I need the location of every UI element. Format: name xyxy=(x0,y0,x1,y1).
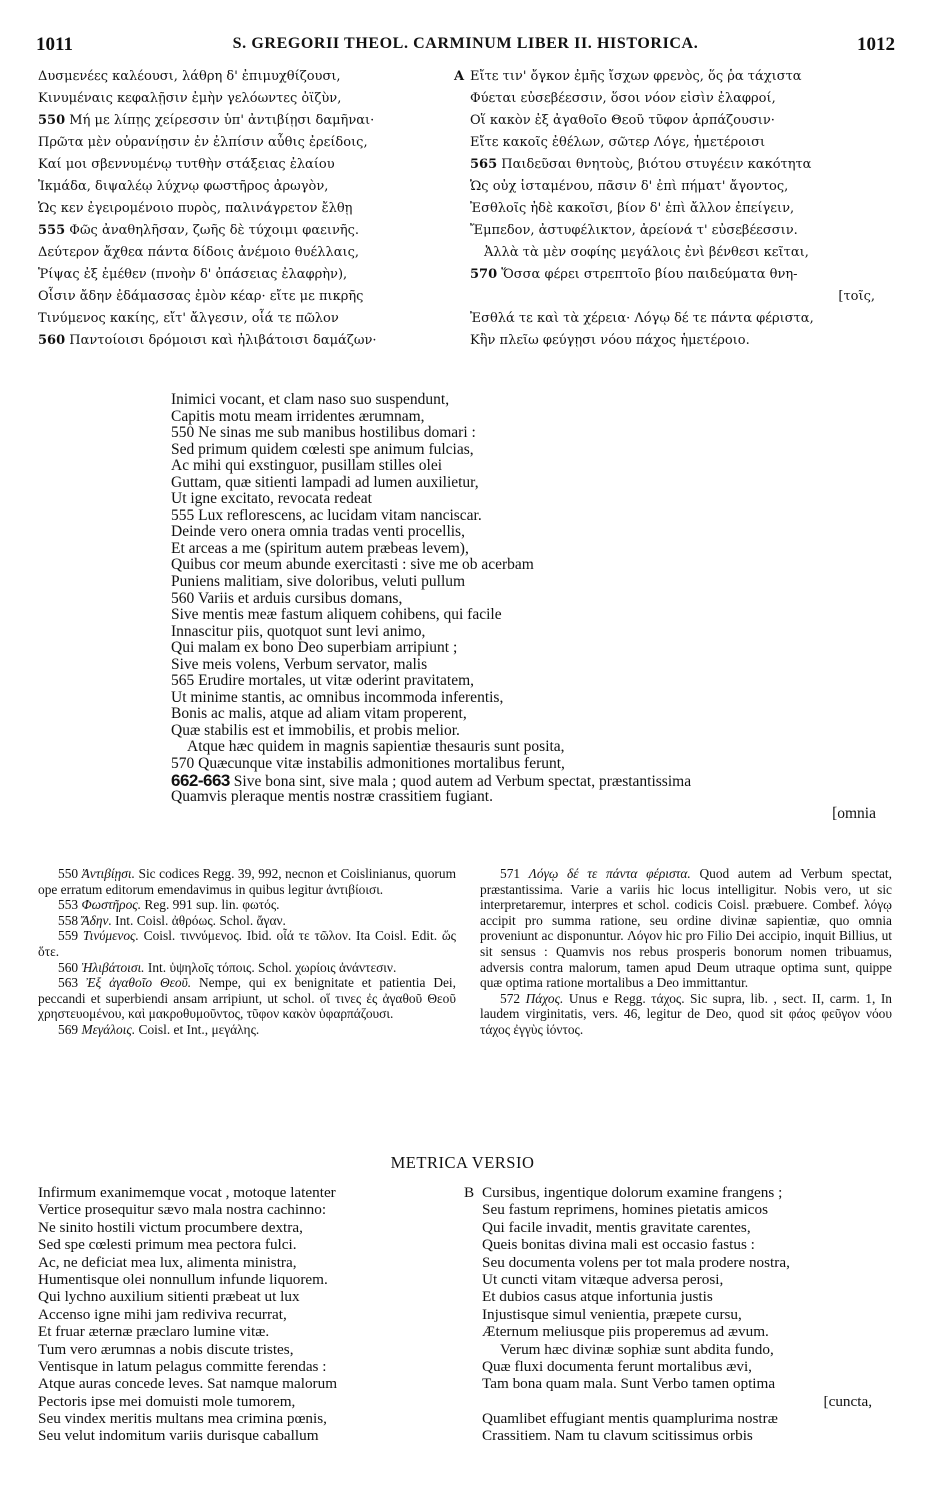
latin-line xyxy=(171,739,886,756)
metrical-version-left-column xyxy=(38,1184,448,1445)
verse-line: Pectoris ipse mei domuisti mole tumorem, xyxy=(38,1392,296,1410)
page-header xyxy=(36,34,895,58)
greek-line xyxy=(38,264,443,286)
verse-line xyxy=(482,1375,890,1392)
verse-line xyxy=(464,1184,890,1201)
margin-letter: B xyxy=(464,1184,475,1201)
greek-verse-text: Ὅσσα φέρει στρεπτοῖο βίου παιδεύματα θνη- xyxy=(501,267,798,282)
greek-verse-text: Δεύτερον ἄχθεα πάντα δίδοις ἀνέμοιο θυέλλαις, xyxy=(38,245,359,260)
latin-line xyxy=(171,723,886,740)
footnote xyxy=(480,991,892,1038)
latin-verse-text: Quæ stabilis est et immobilis, et probis melior. xyxy=(171,721,460,739)
latin-line xyxy=(171,706,886,723)
verse-text: Quamlibet effugiant mentis quamplurima nostræ xyxy=(482,1410,778,1428)
footnote-ref: 558 xyxy=(58,912,79,928)
footnote-ref: 559 xyxy=(58,928,79,944)
greek-verse-text: Παντοίοισι δρόμοισι καὶ ἠλιβάτοισι δαμάζων· xyxy=(69,333,377,348)
latin-verse-text: Quæcunque vitæ instabilis admonitiones mortalibus ferunt, xyxy=(198,755,565,773)
latin-line xyxy=(171,806,886,823)
latin-line xyxy=(171,557,886,574)
greek-verse-text: Ῥίψας ἐξ ἐμέθεν (πνοὴν δ' ὀπάσειας ἐλαφρὴν), xyxy=(38,267,348,282)
greek-line xyxy=(470,154,895,176)
verse-line: Qui lychno auxilium sitienti præbeat ut lux xyxy=(38,1288,300,1306)
greek-verse-text: Ὡς κεν ἐγειρομένοιο πυρὸς, παλινάγρετον ἔλθῃ xyxy=(38,201,353,216)
greek-line xyxy=(470,176,895,198)
footnote-text: Unus e Regg. τάχος. Sic supra, lib. , sect. II, carm. 1, In laudem virginitatis, vers. 46, legitur de Deo, quod sit φάος φεῦγον νόου τάχος ἐγγὺς ἰόντος. xyxy=(480,990,892,1037)
verse-text: Injustisque simul venientia, præpete cursu, xyxy=(482,1305,742,1323)
latin-verse-text: Puniens malitiam, sive doloribus, veluti pullum xyxy=(171,573,466,591)
verse-line: Sed spe cœlesti primum mea pectora fulci. xyxy=(38,1236,297,1254)
footnote-text: Int. Coisl. ἀθρόως. Schol. ἄγαν. xyxy=(115,912,286,928)
latin-line xyxy=(171,409,886,426)
footnote xyxy=(38,913,456,929)
footnote-lemma: Λόγῳ δέ τε πάντα φέριστα. xyxy=(528,866,691,881)
greek-verse-text: Ἐσθλοῖς ἠδὲ κακοῖσι, βίον δ' ἐπὶ ἄλλον ἐπείγειν, xyxy=(470,201,795,216)
footnote-lemma: Φωστῆρος. xyxy=(81,897,142,913)
line-number: 565 xyxy=(171,672,195,690)
latin-verse-text: Capitis motu meam irridentes ærumnam, xyxy=(171,407,425,425)
footnote xyxy=(480,866,892,991)
greek-verse-text: Ὡς οὐχ ἱσταμένου, πᾶσιν δ' ἐπὶ πήματ' ἄγοντος, xyxy=(470,179,789,194)
footnote-lemma: Τινύμενος. xyxy=(82,928,139,944)
line-number: 570 xyxy=(470,267,498,282)
footnote xyxy=(38,897,456,913)
verse-text: Seu documenta volens per tot mala prodere nostra, xyxy=(482,1253,790,1271)
greek-line xyxy=(38,110,443,132)
latin-line xyxy=(171,425,886,442)
verse-text: Quæ fluxi documenta ferunt mortalibus ævi, xyxy=(482,1357,752,1375)
latin-verse-text: Qui malam ex bono Deo superbiam arripiunt ; xyxy=(171,639,458,657)
greek-verse-text: Δυσμενέες καλέουσι, λάθρη δ' ἐπιμυχθίζουσι, xyxy=(38,69,341,84)
latin-line xyxy=(171,475,886,492)
latin-line xyxy=(171,541,886,558)
greek-verse-text: Οἷσιν ἄδην ἐδάμασσας ἐμὸν κέαρ· εἴτε με πικρῆς xyxy=(38,289,364,304)
latin-line xyxy=(171,491,886,508)
verse-text: Crassitiem. Nam tu clavum scitissimus orbis xyxy=(482,1427,753,1445)
greek-verse-text: Μή με λίπῃς χείρεσσιν ὑπ' ἀντιβίῃσι δαμῆναι· xyxy=(69,113,375,128)
greek-line xyxy=(38,330,443,352)
greek-verse-text: Κἢν πλεῖω φεύγῃσι νόου πάχος ἡμετέροιο. xyxy=(470,333,750,348)
latin-verse-text: Ac mihi qui exstinguor, pusillam stilles olei xyxy=(171,457,443,475)
footnote-text: Reg. 991 sup. lin. φωτός. xyxy=(144,897,280,913)
verse-line: Ventisque in latum pelagus committe ferendas : xyxy=(38,1357,327,1375)
greek-verse-text: Ἔμπεδον, ἀστυφέλικτον, ἀρείονά τ' εὐσεβέεσσιν. xyxy=(470,223,798,238)
latin-line xyxy=(171,442,886,459)
footnote-text: Nempe, qui ex benignitate et patientia Dei, peccandi et superbiendi ansam arripiunt, ut schol. οἵ τινες ἐς ἀγαθοῦ Θεοῦ χρηστευομένου, καὶ μακροθυμοῦντος, τῦφον κακὸν ὑφαρπάζουσι. xyxy=(38,975,456,1022)
footnote xyxy=(38,975,456,1022)
left-page-number: 1011 xyxy=(36,34,73,55)
latin-verse-text: Quamvis pleraque mentis nostræ crassitiem fugiant. xyxy=(171,788,493,806)
greek-line xyxy=(470,286,895,308)
greek-verse-text: Φῶς ἀναθηλῆσαν, ζωῆς δὲ τύχοιμι φαεινῆς. xyxy=(69,223,360,238)
latin-line xyxy=(171,458,886,475)
footnote-ref: 553 xyxy=(58,897,79,913)
greek-line xyxy=(470,330,895,352)
verse-line xyxy=(482,1323,890,1340)
latin-verse-text: Innascitur piis, quotquot sunt levi animo, xyxy=(171,622,426,640)
verse-line xyxy=(482,1236,890,1253)
footnote-text: Quod autem ad Verbum spectat, præstantissima. Varie a variis hic locus intelligitur. Nobis vero, ut sic interpretaremur, interpres et schol. codicis Coisl. præbuere. Combef. λόγῳ accipit pro summa ratione, seu ordine divinæ sapientiæ, quo omnia proveniunt ac disponuntur. Λόγον hic pro Filio Dei accipio, inquit Billius, ut sit sensus : Quamvis nos rebus prosperis bonorum nomen tribuamus, adversis contra malorum, tamen apud Deum utraque optima sunt, quippe quæ optima ratione mortalibus a Deo immittantur. xyxy=(480,866,892,991)
verse-text: Æternum meliusque piis properemus ad ævum. xyxy=(482,1323,769,1341)
line-number: 550 xyxy=(38,113,66,128)
footnote-lemma: Μεγάλοις. xyxy=(81,1021,136,1037)
latin-line xyxy=(171,690,886,707)
latin-verse-text: Sive meis volens, Verbum servator, malis xyxy=(171,655,428,673)
footnote-lemma: Πάχος. xyxy=(525,990,564,1006)
greek-line xyxy=(38,308,443,330)
verse-line xyxy=(482,1410,890,1427)
latin-line xyxy=(171,574,886,591)
greek-line xyxy=(470,308,895,330)
line-number: 555 xyxy=(171,506,195,524)
latin-verse-text: Ut minime stantis, ac omnibus incommoda inferentis, xyxy=(171,688,504,706)
greek-verse-text: Καί μοι σβεννυμένῳ τυτθὴν στάξειας ἐλαίου xyxy=(38,157,335,172)
footnote-text: Coisl. τιννύμενος. Ibid. οἷά τε τῶλον. Ita Coisl. Edit. ὥς ὅτε. xyxy=(38,928,456,959)
greek-line xyxy=(470,132,895,154)
greek-line xyxy=(470,242,895,264)
footnote-lemma: Ἠλιβάτοισι. xyxy=(81,959,145,975)
greek-verse-text: Φύεται εὐσεβέεσσιν, ὅσοι νόον εἰσὶν ἐλαφροί, xyxy=(470,91,776,106)
line-number: 555 xyxy=(38,223,66,238)
greek-text-right-column xyxy=(454,66,895,352)
greek-verse-text: Εἴτε κακοῖς ἐθέλων, σῶτερ Λόγε, ἡμετέροισι xyxy=(470,135,766,150)
verse-line: Tum vero ærumnas a nobis discute tristes, xyxy=(38,1340,294,1358)
latin-line xyxy=(171,624,886,641)
footnote-text: Sic codices Regg. 39, 992, necnon et Coislinianus, quorum ope erratum editorum emendavimus in quibus legitur ἀντιβίοισι. xyxy=(38,866,456,897)
line-number: 550 xyxy=(171,424,195,442)
verse-line xyxy=(482,1427,890,1444)
verse-line xyxy=(482,1271,890,1288)
footnote-ref: 563 xyxy=(58,975,79,991)
line-number: 560 xyxy=(171,589,195,607)
latin-translation xyxy=(171,392,886,822)
right-page-number: 1012 xyxy=(857,34,895,55)
greek-line xyxy=(470,88,895,110)
latin-verse-text: Sed primum quidem cœlesti spe animum fulcias, xyxy=(171,440,474,458)
footnote-ref: 572 xyxy=(500,990,521,1006)
verse-text: Verum hæc divinæ sophiæ sunt abdita fundo, xyxy=(500,1340,774,1358)
verse-line: Accenso igne mihi jam rediviva recurrat, xyxy=(38,1305,287,1323)
greek-verse-text: Ἀλλὰ τὰ μὲν σοφίης μεγάλοις ἐνὶ βένθεσι κεῖται, xyxy=(484,245,809,260)
greek-line xyxy=(38,176,443,198)
latin-verse-text: Sive mentis meæ fastum aliquem cohibens, qui facile xyxy=(171,606,502,624)
greek-line xyxy=(38,132,443,154)
verse-line: Vertice prosequitur sævo mala nostra cachinno: xyxy=(38,1201,327,1219)
latin-verse-text: Erudire mortales, ut vitæ oderint pravitatem, xyxy=(198,672,475,690)
verse-text: Seu fastum reprimens, homines pietatis amicos xyxy=(482,1201,768,1219)
footnote xyxy=(38,1022,456,1038)
latin-line xyxy=(171,756,886,773)
line-number: 570 xyxy=(171,755,195,773)
verse-line xyxy=(482,1306,890,1323)
verse-line: Humentisque olei nonnullum infunde liquorem. xyxy=(38,1270,328,1288)
latin-line xyxy=(171,607,886,624)
footnotes-left-column xyxy=(38,866,456,1038)
greek-line xyxy=(38,88,443,110)
greek-verse-text: Οἵ κακὸν ἐξ ἀγαθοῖο Θεοῦ τῦφον ἁρπάζουσιν· xyxy=(470,113,775,128)
latin-verse-text: Bonis ac malis, atque ad aliam vitam properent, xyxy=(171,705,467,723)
greek-verse-text: Ἐσθλά τε καὶ τὰ χέρεια· Λόγῳ δέ τε πάντα φέριστα, xyxy=(470,311,814,326)
greek-verse-text: Τινύμενος κακίης, εἴτ' ἄλγεσιν, οἷά τε πῶλον xyxy=(38,311,339,326)
verse-line: Seu vindex meritis multans mea crimina pœnis, xyxy=(38,1410,327,1428)
running-title: S. GREGORII THEOL. CARMINUM LIBER II. HISTORICA. xyxy=(232,35,699,52)
greek-line xyxy=(38,154,443,176)
latin-verse-text: [omnia xyxy=(832,804,876,822)
footnote-ref: 550 xyxy=(58,866,79,881)
latin-verse-text: Quibus cor meum abunde exercitasti : sive me ob acerbam xyxy=(171,556,534,574)
latin-verse-text: Guttam, quæ sitienti lampadi ad lumen auxilietur, xyxy=(171,473,479,491)
footnote-lemma: Ἄδην. xyxy=(81,912,112,928)
verse-text: Ut cuncti vitam vitæque adversa perosi, xyxy=(482,1270,724,1288)
latin-line xyxy=(171,508,886,525)
latin-line xyxy=(171,392,886,409)
margin-letter: A xyxy=(454,69,465,84)
greek-line xyxy=(454,66,895,88)
latin-verse-text: Inimici vocant, et clam naso suo suspendunt, xyxy=(171,391,450,408)
greek-verse-text: Παιδεῦσαι θνητοὺς, βιότου στυγέειν κακότητα xyxy=(501,157,812,172)
footnote-text: Int. ὑψηλοῖς τόποις. Schol. χωρίοις ἀνάντεσιν. xyxy=(147,959,397,975)
verse-line xyxy=(482,1341,890,1358)
footnote-lemma: Ἀντιβίῃσι. xyxy=(81,866,135,881)
greek-line xyxy=(470,220,895,242)
greek-verse-text: Κινυμέναις κεφαλῇσιν ἐμὴν γελόωντες ὀϊζὺν, xyxy=(38,91,342,106)
latin-verse-text: Atque hæc quidem in magnis sapientiæ thesauris sunt posita, xyxy=(187,738,565,756)
verse-text: Et dubios casus atque infortunia justis xyxy=(482,1288,713,1306)
latin-line xyxy=(171,640,886,657)
footnote xyxy=(38,866,456,897)
verse-text: Queis bonitas divina mali est occasio fastus : xyxy=(482,1236,755,1254)
verse-line xyxy=(482,1358,890,1375)
verse-line xyxy=(482,1254,890,1271)
column-reference: 662-663 xyxy=(171,770,230,790)
verse-text: [cuncta, xyxy=(823,1392,872,1410)
latin-verse-text: Variis et arduis cursibus domans, xyxy=(197,589,403,607)
footnote xyxy=(38,960,456,976)
greek-line xyxy=(38,286,443,308)
footnote-ref: 569 xyxy=(58,1021,79,1037)
verse-line: Infirmum exanimemque vocat , motoque latenter xyxy=(38,1184,336,1201)
greek-verse-text: [τοῖς, xyxy=(838,289,875,304)
footnote-ref: 560 xyxy=(58,959,79,975)
footnote-text: Coisl. et Int., μεγάλης. xyxy=(138,1021,260,1037)
latin-verse-text: Et arceas a me (spiritum autem præbeas levem), xyxy=(171,539,469,557)
greek-verse-text: Εἴτε τιν' ὄγκον ἐμῆς ἴσχων φρενὸς, ὅς ῥα τάχιστα xyxy=(470,69,802,84)
verse-line xyxy=(482,1288,890,1305)
verse-line xyxy=(482,1219,890,1236)
greek-verse-text: Ἰκμάδα, διψαλέῳ λύχνῳ φωστῆρος ἀρωγὸν, xyxy=(38,179,329,194)
latin-verse-text: Ne sinas me sub manibus hostilibus domari : xyxy=(198,424,476,442)
greek-text-left-column xyxy=(38,66,443,352)
latin-verse-text: Lux reflorescens, ac lucidam vitam nanciscar. xyxy=(198,506,482,524)
verse-text: Cursibus, ingentique dolorum examine frangens ; xyxy=(482,1184,783,1201)
greek-line xyxy=(38,242,443,264)
footnote-ref: 571 xyxy=(500,866,521,881)
verse-line: Seu velut indomitum variis durisque caballum xyxy=(38,1427,319,1445)
verse-text: Tam bona quam mala. Sunt Verbo tamen optima xyxy=(482,1375,776,1393)
greek-line xyxy=(38,198,443,220)
greek-line xyxy=(470,198,895,220)
verse-line: Ac, ne deficiat mea lux, alimenta ministra, xyxy=(38,1253,297,1271)
section-title: METRICA VERSIO xyxy=(390,1153,535,1172)
latin-verse-text: Deinde vero onera omnia tradas venti procellis, xyxy=(171,523,465,541)
latin-line xyxy=(171,591,886,608)
greek-line xyxy=(38,220,443,242)
line-number: 560 xyxy=(38,333,66,348)
verse-line xyxy=(482,1201,890,1218)
latin-line xyxy=(171,673,886,690)
verse-line xyxy=(482,1393,890,1410)
line-number: 565 xyxy=(470,157,498,172)
footnote-lemma: Ἐξ ἀγαθοῖο Θεοῦ. xyxy=(85,975,192,991)
latin-line xyxy=(171,524,886,541)
verse-line: Atque auras concede leves. Sat namque malorum xyxy=(38,1375,338,1393)
footnotes-right-column xyxy=(480,866,892,1038)
verse-line: Ne sinito hostili victum procumbere dextra, xyxy=(38,1218,303,1236)
verse-text: Qui facile invadit, mentis gravitate carentes, xyxy=(482,1218,751,1236)
latin-line xyxy=(171,789,886,806)
greek-line xyxy=(38,66,443,88)
latin-line xyxy=(171,770,886,790)
greek-line xyxy=(470,264,895,286)
latin-verse-text: Sive bona sint, sive mala ; quod autem ad Verbum spectat, præstantissima xyxy=(233,772,692,790)
greek-line xyxy=(470,110,895,132)
latin-verse-text: Ut igne excitato, revocata redeat xyxy=(171,490,372,508)
greek-verse-text: Πρῶτα μὲν οὐρανίῃσιν ἐν ἐλπίσιν αὖθις ἐρείδοις, xyxy=(38,135,368,150)
verse-line: Et fruar æternæ præclaro lumine vitæ. xyxy=(38,1323,270,1341)
footnote xyxy=(38,928,456,959)
metrical-version-right-column xyxy=(464,1184,890,1445)
latin-line xyxy=(171,657,886,674)
